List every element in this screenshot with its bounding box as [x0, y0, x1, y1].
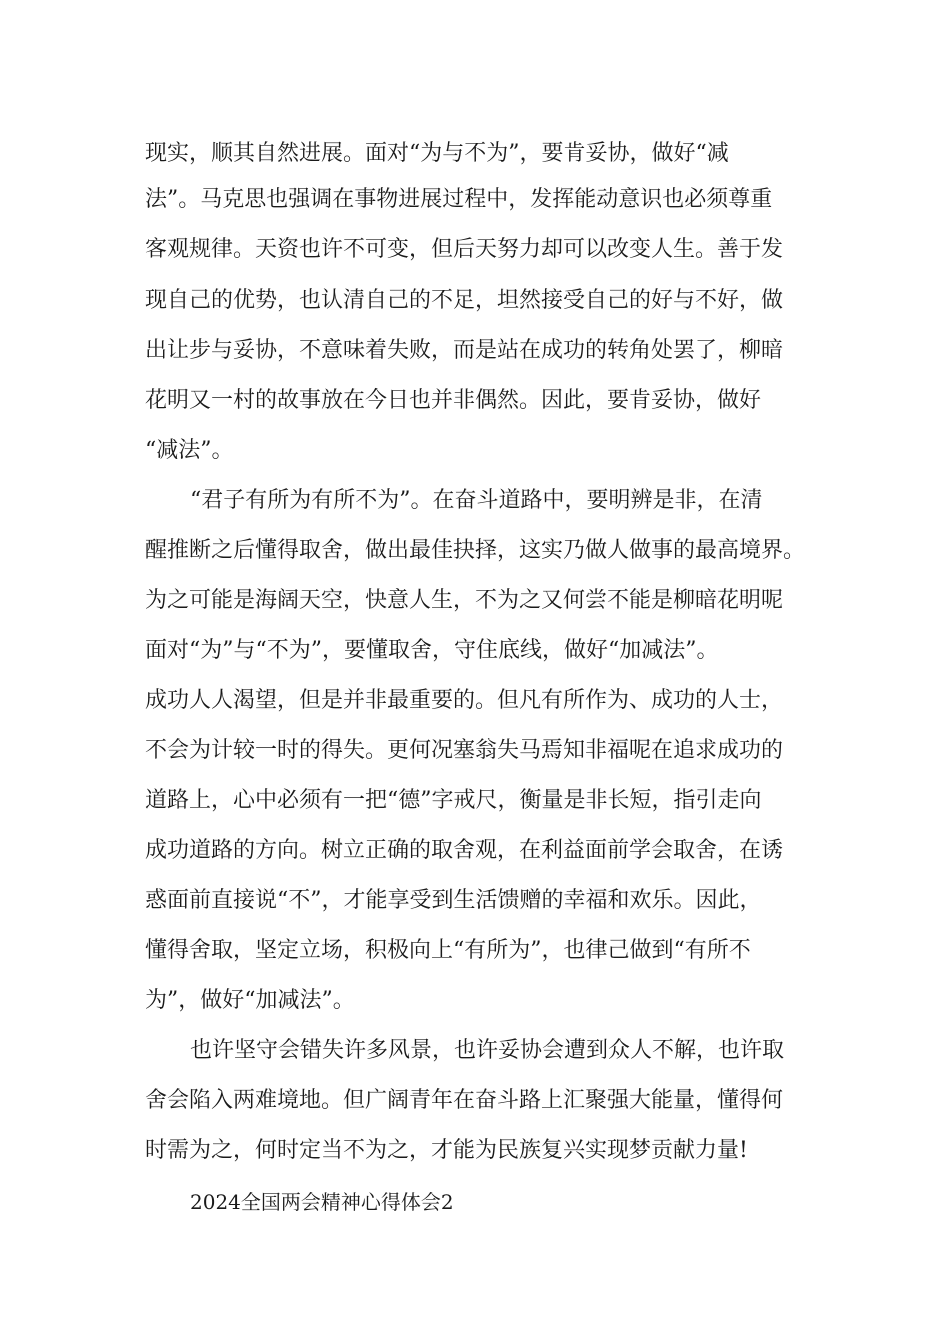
text-line: 成功人人渴望，但是并非最重要的。但凡有所作为、成功的人士， [145, 688, 784, 713]
text-line: 客观规律。天资也许不可变，但后天努力却可以改变人生。善于发 [145, 237, 784, 262]
section-heading: 2024全国两会精神心得体会2 [190, 1190, 454, 1214]
text-line: “减法”。 [145, 438, 234, 463]
text-line: 惑面前直接说“不”，才能享受到生活馈赠的幸福和欢乐。因此， [145, 888, 762, 913]
text-line: 舍会陷入两难境地。但广阔青年在奋斗路上汇聚强大能量，懂得何 [145, 1088, 784, 1113]
paragraph-start-line: “君子有所为有所不为”。在奋斗道路中，要明辨是非，在清 [190, 488, 763, 513]
text-line: 道路上，心中必须有一把“德”字戒尺，衡量是非长短，指引走向 [145, 788, 762, 813]
text-line: 现自己的优势，也认清自己的不足，坦然接受自己的好与不好，做 [145, 288, 784, 313]
text-line: 懂得舍取，坚定立场，积极向上“有所为”，也律己做到“有所不 [145, 938, 751, 963]
text-line: 为”，做好“加减法”。 [145, 988, 355, 1013]
text-line: 现实，顺其自然进展。面对“为与不为”，要肯妥协，做好“减 [145, 141, 729, 166]
text-line: 面对“为”与“不为”，要懂取舍，守住底线，做好“加减法”。 [145, 638, 719, 663]
text-line: 花明又一村的故事放在今日也并非偶然。因此，要肯妥协，做好 [145, 388, 762, 413]
text-line: 时需为之，何时定当不为之，才能为民族复兴实现梦贡献力量! [145, 1138, 748, 1163]
text-line: 为之可能是海阔天空，快意人生，不为之又何尝不能是柳暗花明呢 [145, 588, 784, 613]
text-line: 成功道路的方向。树立正确的取舍观，在利益面前学会取舍，在诱 [145, 838, 784, 863]
paragraph-start-line: 也许坚守会错失许多风景，也许妥协会遭到众人不解，也许取 [190, 1038, 785, 1063]
text-line: 醒推断之后懂得取舍，做出最佳抉择，这实乃做人做事的最高境界。 [145, 538, 806, 563]
text-line: 出让步与妥协，不意味着失败，而是站在成功的转角处罢了，柳暗 [145, 338, 784, 363]
text-line: 法”。马克思也强调在事物进展过程中，发挥能动意识也必须尊重 [145, 187, 773, 212]
text-line: 不会为计较一时的得失。更何况塞翁失马焉知非福呢在追求成功的 [145, 738, 784, 763]
